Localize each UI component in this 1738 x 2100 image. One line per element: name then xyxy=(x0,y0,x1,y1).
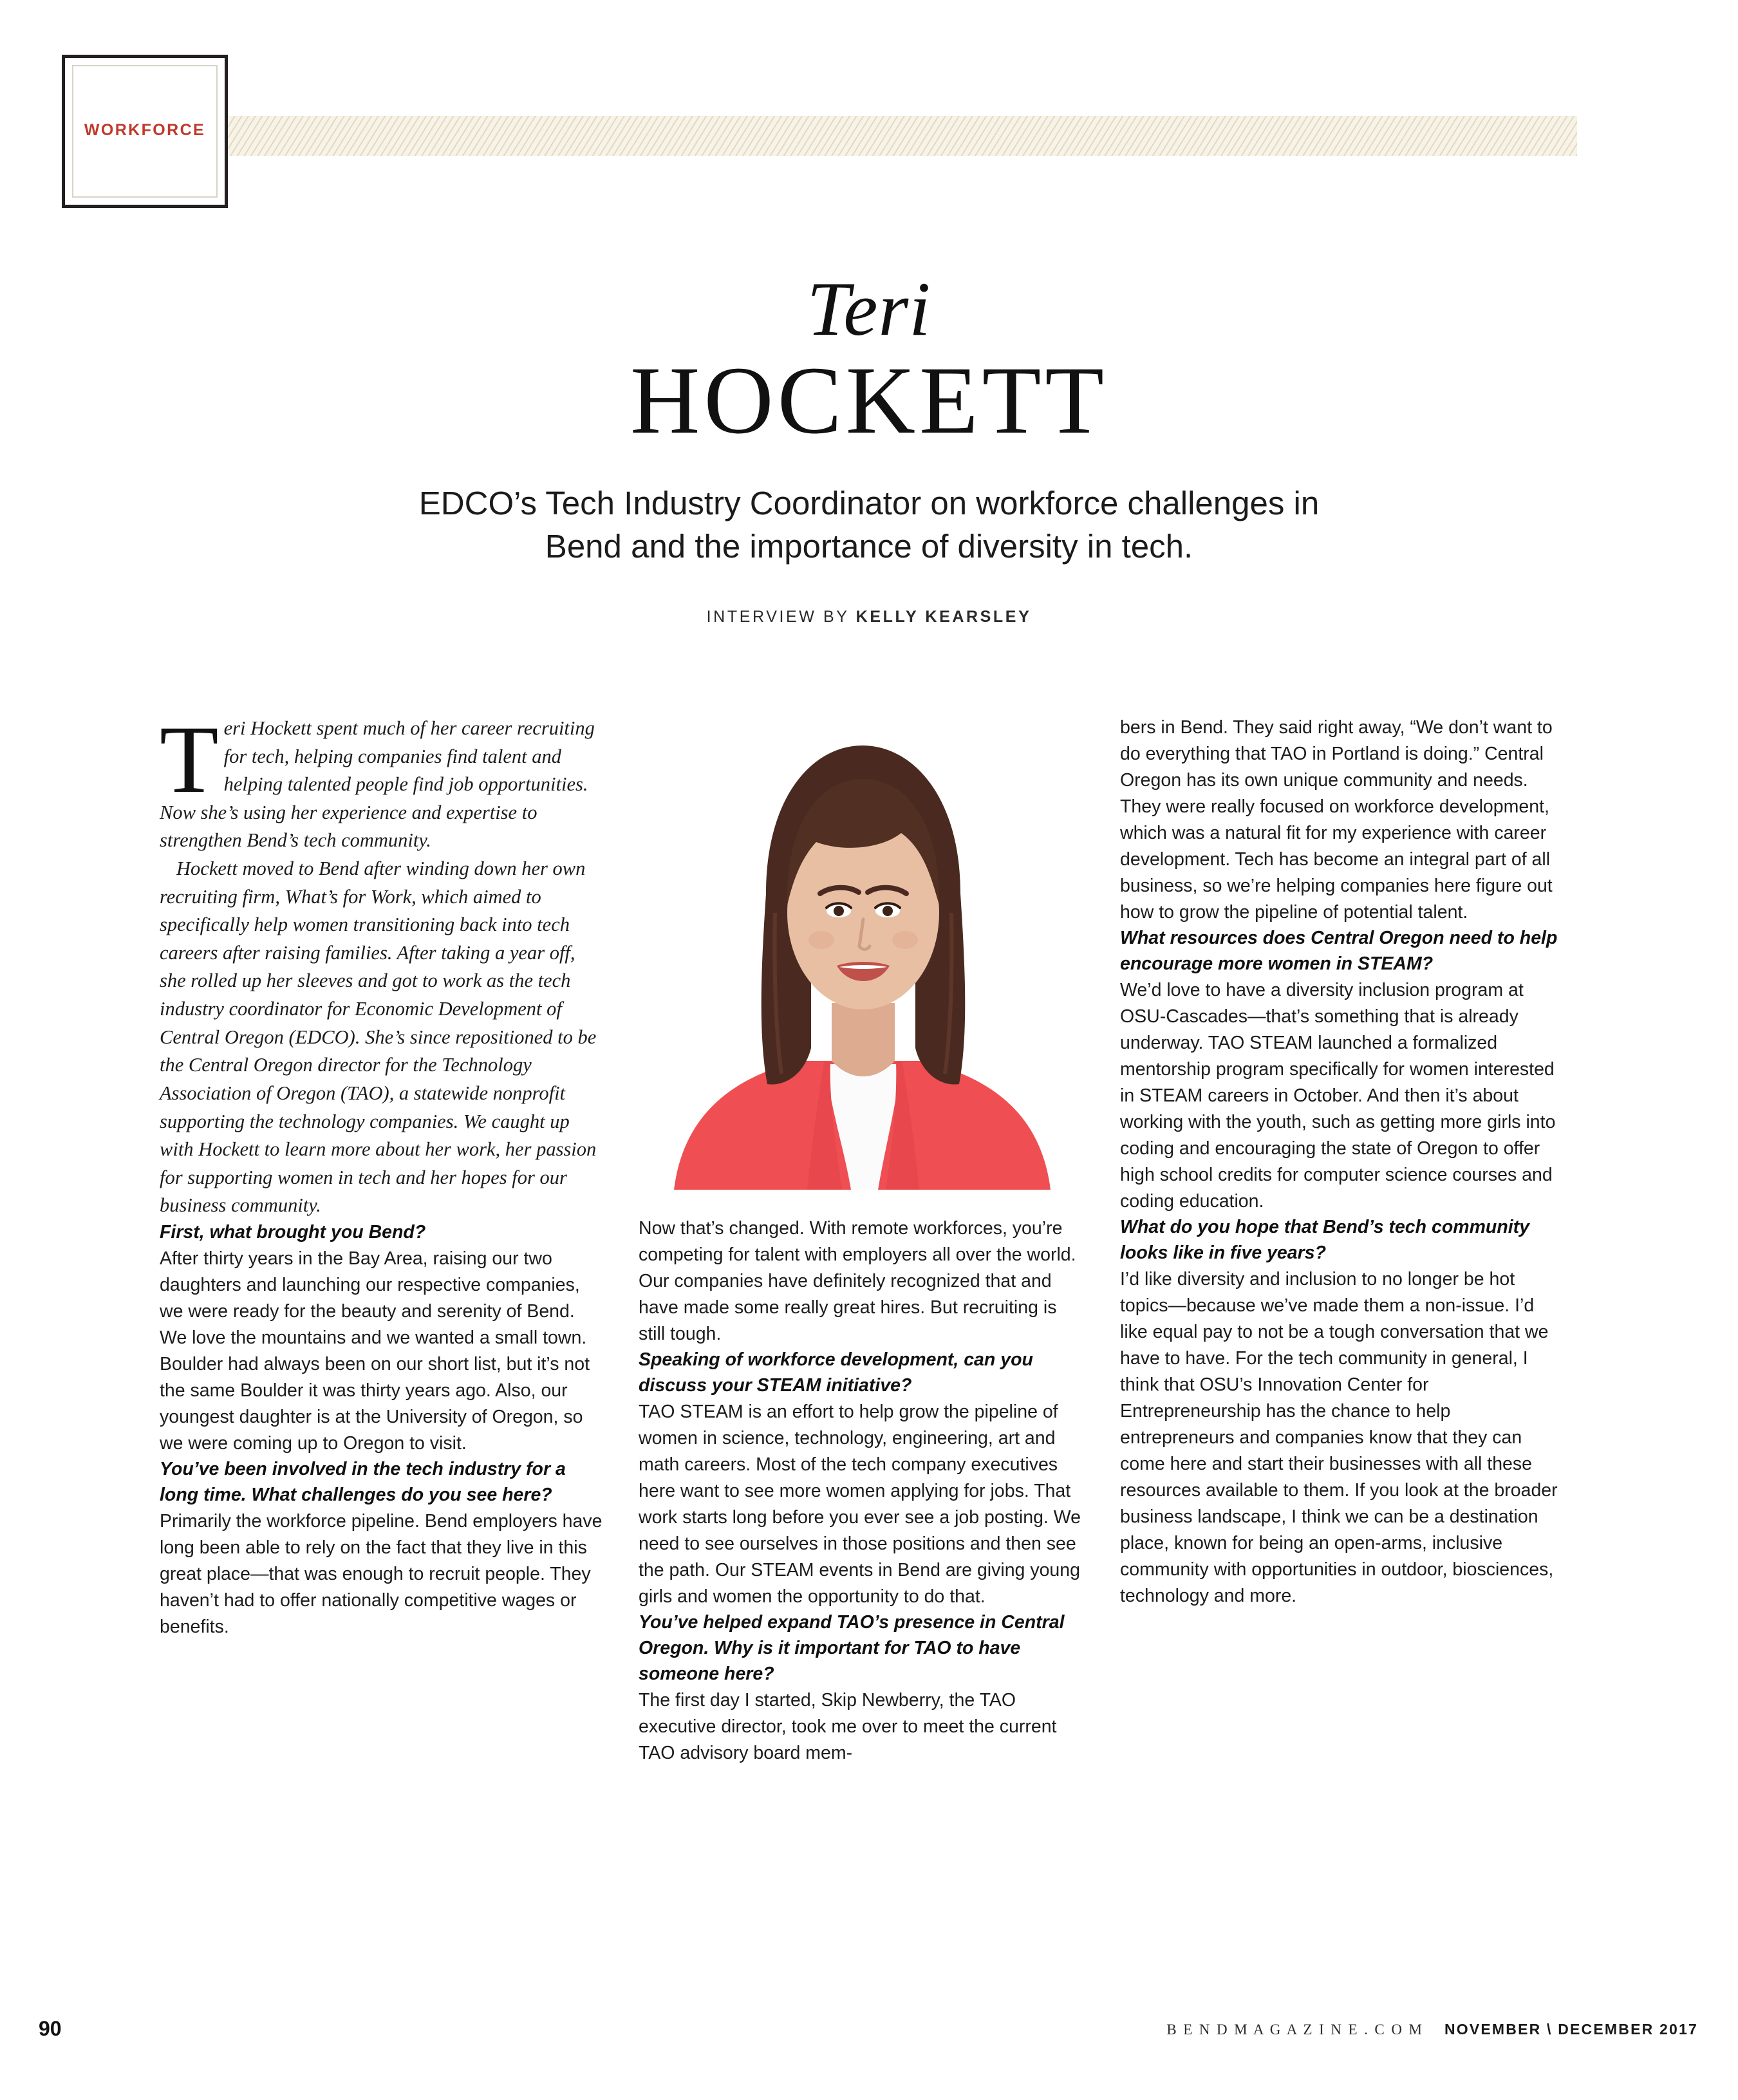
article-body xyxy=(160,706,1582,1957)
section-label: WORKFORCE xyxy=(84,121,206,139)
drop-cap: T xyxy=(160,706,219,813)
answer-3: TAO STEAM is an effort to help grow the pipeline of women in science, technology, engineering, art and math careers. Most of the tech company executives here want to see more women applying for jobs. That work starts long before you ever see a job posting. We need to see ourselves in those positions and then see the path. Our STEAM events in Bend are giving young girls and women the opportunity to do that. xyxy=(639,1401,1081,1608)
footer-website: B E N D M A G A Z I N E . C O M xyxy=(1166,2021,1424,2038)
column-1 xyxy=(160,706,603,1640)
lede-text: eri Hockett spent much of her career recruiting for tech, helping companies find talent and helping talented people find job opportunities. Now she’s using her experience and expertise to strengthen Bend’s tech community. xyxy=(160,717,595,852)
continued-paragraph-2: bers in Bend. They said right away, “We don’t want to do everything that TAO in Portland is doing.” Central Oregon has its own unique community and needs. They were really focused on workforce development, which was a natural fit for my experience with career development. Tech has become an integral part of all business, so we’re helping companies here figure out how to grow the pipeline of potential talent. xyxy=(1120,717,1553,923)
photo-spacer xyxy=(639,715,1081,1215)
page-number: 90 xyxy=(39,2017,62,2040)
answer-5: We’d love to have a diversity inclusion program at OSU-Cascades—that’s something that is already underway. TAO STEAM launched a formalized mentorship program specifically for women interested in STEAM careers in October. And then it’s about working with the youth, such as getting more girls into coding and encouraging the state of Oregon to offer high school credits for computer science courses and coding education. xyxy=(1120,980,1556,1212)
column-3 xyxy=(1120,715,1563,1610)
column-2 xyxy=(639,715,1081,1767)
question-1: First, what brought you Bend? xyxy=(160,1221,426,1242)
footer-issue-date: NOVEMBER \ DECEMBER 2017 xyxy=(1444,2021,1698,2038)
header-hatch-rule xyxy=(225,116,1577,156)
answer-1: After thirty years in the Bay Area, raising our two daughters and launching our respective companies, we were ready for the beauty and serenity of Bend. We love the mountains and we wanted a small town. Boulder had always been on our short list, but it’s not the same Boulder it was thirty years ago. Also, our youngest daughter is at the University of Oregon, so we were coming up to Oregon to visit. xyxy=(160,1248,590,1454)
lede-paragraph-2: Hockett moved to Bend after winding down her own recruiting firm, What’s for Work, which aimed to specifically help women transitioning back into tech careers after raising families. After taking a year off, she rolled up her sleeves and got to work as the tech industry coordinator for Economic Development of Central Oregon (EDCO). She’s since repositioned to be the Central Oregon director for the Technology Association of Oregon (TAO), a statewide nonprofit supporting the technology companies. We caught up with Hockett to learn more about her work, her passion for supporting women in tech and her hopes for our business community. xyxy=(160,858,597,1217)
answer-4: The first day I started, Skip Newberry, the TAO executive director, took me over to meet the current TAO advisory board mem- xyxy=(639,1689,1057,1763)
page-header xyxy=(0,0,1738,232)
question-6: What do you hope that Bend’s tech community looks like in five years? xyxy=(1120,1217,1530,1264)
article-deck-line-1: EDCO’s Tech Industry Coordinator on workforce challenges in xyxy=(418,484,1320,521)
page-title-first-name: Teri xyxy=(807,266,931,352)
byline-prefix: INTERVIEW BY xyxy=(706,608,856,626)
answer-2: Primarily the workforce pipeline. Bend employers have long been able to rely on the fact that they live in this great place—that was enough to recruit people. They haven’t had to offer nationally competitive wages or benefits. xyxy=(160,1510,603,1638)
question-5: What resources does Central Oregon need to help encourage more women in STEAM? xyxy=(1120,928,1558,975)
article-deck-line-2: Bend and the importance of diversity in tech. xyxy=(545,527,1193,565)
question-4: You’ve helped expand TAO’s presence in Central Oregon. Why is it important for TAO to have someone here? xyxy=(639,1612,1065,1684)
byline-author: KELLY KEARSLEY xyxy=(855,608,1032,626)
footer-info xyxy=(1166,2021,1698,2038)
question-3: Speaking of workforce development, can you discuss your STEAM initiative? xyxy=(639,1349,1033,1396)
byline xyxy=(0,608,1738,626)
lede-paragraph xyxy=(160,706,603,855)
question-2: You’ve been involved in the tech industry for a long time. What challenges do you see here? xyxy=(160,1459,566,1505)
section-badge xyxy=(62,55,228,208)
article-deck xyxy=(0,482,1738,568)
continued-paragraph: Now that’s changed. With remote workforces, you’re competing for talent with employers all over the world. Our companies have definitely recognized that and have made some really great hires. But recruiting is still tough. xyxy=(639,1218,1076,1345)
answer-6: I’d like diversity and inclusion to no longer be hot topics—because we’ve made them a non-issue. I’d like equal pay to not be a tough conversation that we have to have. For the tech community in general, I think that OSU’s Innovation Center for Entrepreneurship has the chance to help entrepreneurs and companies know that they can come here and start their businesses with all these resources available to them. If you look at the broader business landscape, I think we can be a destination place, known for being an open-arms, inclusive community with opportunities in outdoor, biosciences, technology and more. xyxy=(1120,1269,1558,1607)
article-title-block xyxy=(0,266,1738,626)
page-title-last-name: HOCKETT xyxy=(630,347,1108,454)
